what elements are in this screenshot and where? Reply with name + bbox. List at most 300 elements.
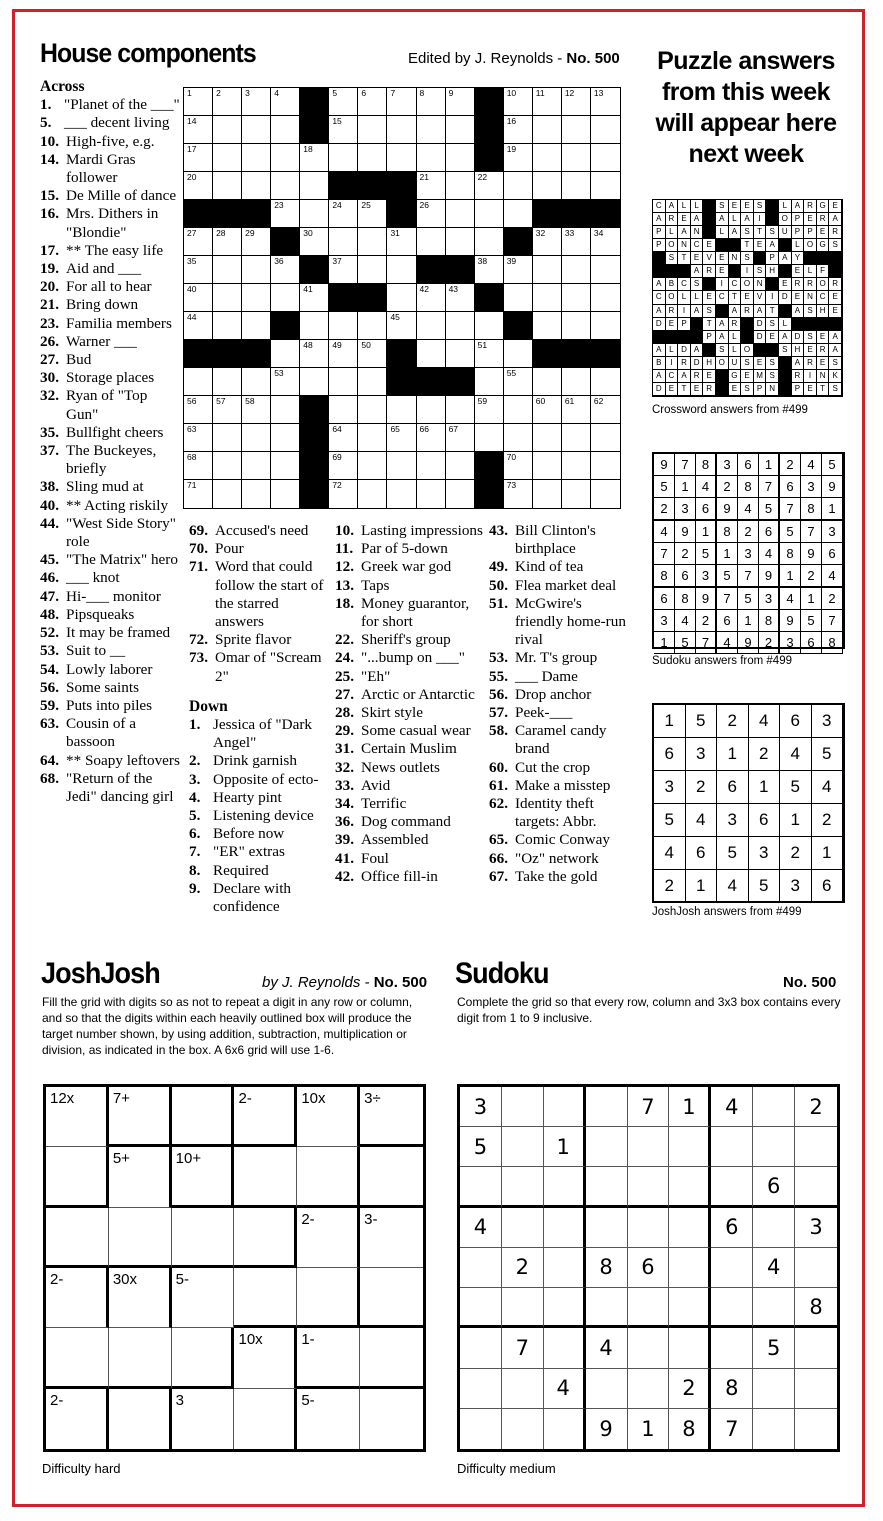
crossword-cell[interactable] bbox=[358, 256, 387, 284]
crossword-cell[interactable] bbox=[358, 480, 387, 508]
crossword-cell[interactable] bbox=[533, 368, 562, 396]
joshjosh-cell[interactable] bbox=[46, 1268, 109, 1328]
crossword-cell[interactable] bbox=[271, 368, 300, 396]
sudoku-cell[interactable]: 8 bbox=[586, 1248, 628, 1288]
crossword-cell[interactable] bbox=[271, 452, 300, 480]
sudoku-cell[interactable] bbox=[544, 1328, 586, 1368]
crossword-cell[interactable] bbox=[300, 144, 329, 172]
sudoku-cell[interactable] bbox=[795, 1369, 837, 1409]
joshjosh-cell[interactable] bbox=[234, 1147, 297, 1207]
joshjosh-cell[interactable] bbox=[297, 1208, 360, 1268]
crossword-cell[interactable] bbox=[475, 340, 504, 368]
crossword-cell[interactable] bbox=[562, 452, 591, 480]
crossword-cell[interactable] bbox=[329, 256, 358, 284]
joshjosh-cell[interactable] bbox=[172, 1389, 235, 1449]
crossword-cell[interactable] bbox=[504, 368, 533, 396]
crossword-cell[interactable] bbox=[358, 396, 387, 424]
sudoku-cell[interactable] bbox=[502, 1127, 544, 1167]
crossword-cell[interactable] bbox=[300, 228, 329, 256]
crossword-cell[interactable] bbox=[242, 452, 271, 480]
sudoku-cell[interactable] bbox=[544, 1208, 586, 1248]
crossword-cell[interactable] bbox=[271, 284, 300, 312]
crossword-cell[interactable] bbox=[242, 228, 271, 256]
sudoku-cell[interactable]: 1 bbox=[669, 1087, 711, 1127]
crossword-cell[interactable] bbox=[300, 340, 329, 368]
crossword-cell[interactable] bbox=[533, 172, 562, 200]
crossword-cell[interactable] bbox=[475, 368, 504, 396]
sudoku-cell[interactable]: 4 bbox=[460, 1208, 502, 1248]
crossword-cell[interactable] bbox=[504, 144, 533, 172]
crossword-cell[interactable] bbox=[387, 396, 416, 424]
crossword-cell[interactable] bbox=[475, 396, 504, 424]
joshjosh-cell[interactable] bbox=[172, 1087, 235, 1147]
crossword-cell[interactable] bbox=[446, 452, 475, 480]
crossword-cell[interactable] bbox=[271, 200, 300, 228]
crossword-cell[interactable] bbox=[271, 116, 300, 144]
joshjosh-cell[interactable] bbox=[234, 1087, 297, 1147]
crossword-cell[interactable] bbox=[387, 88, 416, 116]
crossword-cell[interactable] bbox=[504, 452, 533, 480]
crossword-cell[interactable] bbox=[591, 368, 620, 396]
crossword-cell[interactable] bbox=[417, 480, 446, 508]
crossword-cell[interactable] bbox=[184, 88, 213, 116]
crossword-cell[interactable] bbox=[387, 116, 416, 144]
crossword-cell[interactable] bbox=[184, 284, 213, 312]
crossword-cell[interactable] bbox=[562, 396, 591, 424]
crossword-cell[interactable] bbox=[591, 144, 620, 172]
sudoku-cell[interactable]: 4 bbox=[544, 1369, 586, 1409]
crossword-cell[interactable] bbox=[358, 228, 387, 256]
sudoku-cell[interactable]: 6 bbox=[711, 1208, 753, 1248]
crossword-cell[interactable] bbox=[475, 172, 504, 200]
sudoku-cell[interactable] bbox=[460, 1248, 502, 1288]
sudoku-cell[interactable] bbox=[460, 1328, 502, 1368]
crossword-cell[interactable] bbox=[533, 312, 562, 340]
crossword-cell[interactable] bbox=[533, 116, 562, 144]
sudoku-cell[interactable]: 6 bbox=[628, 1248, 670, 1288]
crossword-cell[interactable] bbox=[504, 340, 533, 368]
sudoku-cell[interactable] bbox=[544, 1167, 586, 1207]
crossword-cell[interactable] bbox=[533, 228, 562, 256]
crossword-cell[interactable] bbox=[300, 284, 329, 312]
crossword-cell[interactable] bbox=[213, 424, 242, 452]
crossword-cell[interactable] bbox=[242, 256, 271, 284]
sudoku-cell[interactable] bbox=[628, 1167, 670, 1207]
sudoku-cell[interactable]: 6 bbox=[753, 1167, 795, 1207]
joshjosh-cell[interactable] bbox=[46, 1087, 109, 1147]
crossword-cell[interactable] bbox=[242, 424, 271, 452]
joshjosh-cell[interactable] bbox=[297, 1268, 360, 1328]
sudoku-cell[interactable] bbox=[628, 1208, 670, 1248]
joshjosh-cell[interactable] bbox=[234, 1328, 297, 1388]
sudoku-cell[interactable]: 2 bbox=[502, 1248, 544, 1288]
crossword-cell[interactable] bbox=[504, 424, 533, 452]
joshjosh-cell[interactable] bbox=[360, 1087, 423, 1147]
sudoku-cell[interactable] bbox=[586, 1208, 628, 1248]
crossword-cell[interactable] bbox=[475, 200, 504, 228]
crossword-cell[interactable] bbox=[184, 172, 213, 200]
crossword-cell[interactable] bbox=[213, 256, 242, 284]
crossword-cell[interactable] bbox=[300, 312, 329, 340]
crossword-cell[interactable] bbox=[329, 452, 358, 480]
crossword-cell[interactable] bbox=[591, 312, 620, 340]
joshjosh-cell[interactable] bbox=[360, 1389, 423, 1449]
sudoku-cell[interactable] bbox=[586, 1087, 628, 1127]
crossword-cell[interactable] bbox=[271, 480, 300, 508]
sudoku-cell[interactable] bbox=[711, 1167, 753, 1207]
crossword-cell[interactable] bbox=[533, 396, 562, 424]
sudoku-cell[interactable]: 1 bbox=[544, 1127, 586, 1167]
crossword-cell[interactable] bbox=[329, 144, 358, 172]
crossword-cell[interactable] bbox=[591, 228, 620, 256]
sudoku-cell[interactable] bbox=[502, 1288, 544, 1328]
crossword-cell[interactable] bbox=[504, 396, 533, 424]
sudoku-cell[interactable] bbox=[669, 1328, 711, 1368]
sudoku-cell[interactable]: 2 bbox=[795, 1087, 837, 1127]
crossword-cell[interactable] bbox=[358, 312, 387, 340]
joshjosh-cell[interactable] bbox=[297, 1328, 360, 1388]
crossword-cell[interactable] bbox=[213, 312, 242, 340]
crossword-cell[interactable] bbox=[446, 312, 475, 340]
sudoku-cell[interactable] bbox=[628, 1127, 670, 1167]
joshjosh-cell[interactable] bbox=[46, 1208, 109, 1268]
crossword-cell[interactable] bbox=[417, 396, 446, 424]
crossword-cell[interactable] bbox=[591, 284, 620, 312]
crossword-cell[interactable] bbox=[533, 284, 562, 312]
sudoku-cell[interactable] bbox=[586, 1369, 628, 1409]
crossword-cell[interactable] bbox=[387, 144, 416, 172]
crossword-cell[interactable] bbox=[417, 172, 446, 200]
crossword-cell[interactable] bbox=[184, 116, 213, 144]
crossword-cell[interactable] bbox=[417, 424, 446, 452]
crossword-cell[interactable] bbox=[184, 312, 213, 340]
crossword-cell[interactable] bbox=[533, 144, 562, 172]
crossword-cell[interactable] bbox=[184, 144, 213, 172]
crossword-cell[interactable] bbox=[213, 368, 242, 396]
sudoku-cell[interactable]: 9 bbox=[586, 1409, 628, 1449]
sudoku-cell[interactable] bbox=[502, 1208, 544, 1248]
crossword-cell[interactable] bbox=[271, 172, 300, 200]
crossword-cell[interactable] bbox=[387, 424, 416, 452]
sudoku-cell[interactable] bbox=[544, 1248, 586, 1288]
crossword-cell[interactable] bbox=[504, 284, 533, 312]
sudoku-cell[interactable] bbox=[460, 1369, 502, 1409]
sudoku-cell[interactable]: 3 bbox=[460, 1087, 502, 1127]
joshjosh-cell[interactable] bbox=[46, 1389, 109, 1449]
crossword-cell[interactable] bbox=[184, 256, 213, 284]
sudoku-cell[interactable]: 5 bbox=[460, 1127, 502, 1167]
crossword-cell[interactable] bbox=[213, 172, 242, 200]
sudoku-cell[interactable]: 4 bbox=[711, 1087, 753, 1127]
crossword-cell[interactable] bbox=[533, 480, 562, 508]
joshjosh-cell[interactable] bbox=[234, 1389, 297, 1449]
crossword-cell[interactable] bbox=[329, 340, 358, 368]
crossword-cell[interactable] bbox=[591, 88, 620, 116]
crossword-cell[interactable] bbox=[504, 256, 533, 284]
crossword-cell[interactable] bbox=[417, 200, 446, 228]
sudoku-cell[interactable] bbox=[502, 1409, 544, 1449]
crossword-cell[interactable] bbox=[446, 88, 475, 116]
joshjosh-cell[interactable] bbox=[297, 1087, 360, 1147]
crossword-cell[interactable] bbox=[475, 228, 504, 256]
sudoku-cell[interactable]: 7 bbox=[628, 1087, 670, 1127]
sudoku-cell[interactable] bbox=[795, 1409, 837, 1449]
crossword-cell[interactable] bbox=[242, 368, 271, 396]
crossword-cell[interactable] bbox=[446, 340, 475, 368]
crossword-cell[interactable] bbox=[358, 200, 387, 228]
sudoku-cell[interactable] bbox=[628, 1328, 670, 1368]
joshjosh-cell[interactable] bbox=[172, 1268, 235, 1328]
crossword-cell[interactable] bbox=[562, 424, 591, 452]
crossword-cell[interactable] bbox=[184, 424, 213, 452]
crossword-cell[interactable] bbox=[242, 284, 271, 312]
crossword-cell[interactable] bbox=[417, 284, 446, 312]
joshjosh-cell[interactable] bbox=[109, 1268, 172, 1328]
crossword-cell[interactable] bbox=[591, 480, 620, 508]
crossword-cell[interactable] bbox=[213, 116, 242, 144]
crossword-cell[interactable] bbox=[271, 256, 300, 284]
crossword-cell[interactable] bbox=[329, 200, 358, 228]
sudoku-cell[interactable] bbox=[753, 1288, 795, 1328]
crossword-cell[interactable] bbox=[562, 228, 591, 256]
sudoku-cell[interactable] bbox=[753, 1208, 795, 1248]
sudoku-cell[interactable]: 8 bbox=[669, 1409, 711, 1449]
sudoku-cell[interactable] bbox=[711, 1328, 753, 1368]
joshjosh-cell[interactable] bbox=[234, 1208, 297, 1268]
crossword-cell[interactable] bbox=[417, 340, 446, 368]
joshjosh-cell[interactable] bbox=[172, 1208, 235, 1268]
crossword-cell[interactable] bbox=[446, 228, 475, 256]
crossword-cell[interactable] bbox=[504, 200, 533, 228]
sudoku-cell[interactable] bbox=[544, 1087, 586, 1127]
joshjosh-cell[interactable] bbox=[172, 1328, 235, 1388]
crossword-cell[interactable] bbox=[329, 368, 358, 396]
crossword-cell[interactable] bbox=[446, 424, 475, 452]
sudoku-cell[interactable] bbox=[586, 1167, 628, 1207]
joshjosh-cell[interactable] bbox=[109, 1328, 172, 1388]
sudoku-cell[interactable] bbox=[502, 1167, 544, 1207]
crossword-cell[interactable] bbox=[591, 256, 620, 284]
crossword-cell[interactable] bbox=[300, 368, 329, 396]
crossword-cell[interactable] bbox=[417, 228, 446, 256]
crossword-cell[interactable] bbox=[242, 480, 271, 508]
crossword-cell[interactable] bbox=[562, 144, 591, 172]
joshjosh-cell[interactable] bbox=[360, 1268, 423, 1328]
joshjosh-cell[interactable] bbox=[109, 1147, 172, 1207]
crossword-cell[interactable] bbox=[329, 228, 358, 256]
crossword-cell[interactable] bbox=[242, 312, 271, 340]
sudoku-cell[interactable] bbox=[628, 1369, 670, 1409]
crossword-cell[interactable] bbox=[446, 200, 475, 228]
sudoku-cell[interactable]: 7 bbox=[711, 1409, 753, 1449]
sudoku-cell[interactable] bbox=[669, 1288, 711, 1328]
sudoku-cell[interactable]: 7 bbox=[502, 1328, 544, 1368]
sudoku-cell[interactable] bbox=[711, 1127, 753, 1167]
joshjosh-cell[interactable] bbox=[46, 1147, 109, 1207]
sudoku-cell[interactable] bbox=[753, 1369, 795, 1409]
crossword-cell[interactable] bbox=[446, 480, 475, 508]
joshjosh-cell[interactable] bbox=[360, 1147, 423, 1207]
crossword-cell[interactable] bbox=[417, 116, 446, 144]
sudoku-cell[interactable] bbox=[669, 1167, 711, 1207]
sudoku-cell[interactable] bbox=[669, 1248, 711, 1288]
crossword-cell[interactable] bbox=[184, 228, 213, 256]
crossword-cell[interactable] bbox=[591, 424, 620, 452]
crossword-cell[interactable] bbox=[358, 452, 387, 480]
joshjosh-cell[interactable] bbox=[109, 1389, 172, 1449]
sudoku-cell[interactable] bbox=[502, 1369, 544, 1409]
sudoku-cell[interactable]: 4 bbox=[753, 1248, 795, 1288]
crossword-cell[interactable] bbox=[329, 88, 358, 116]
crossword-cell[interactable] bbox=[387, 480, 416, 508]
joshjosh-cell[interactable] bbox=[360, 1208, 423, 1268]
crossword-cell[interactable] bbox=[446, 144, 475, 172]
crossword-cell[interactable] bbox=[329, 480, 358, 508]
joshjosh-cell[interactable] bbox=[297, 1389, 360, 1449]
crossword-cell[interactable] bbox=[213, 452, 242, 480]
crossword-cell[interactable] bbox=[358, 144, 387, 172]
crossword-cell[interactable] bbox=[562, 312, 591, 340]
sudoku-cell[interactable] bbox=[795, 1328, 837, 1368]
crossword-cell[interactable] bbox=[329, 116, 358, 144]
joshjosh-cell[interactable] bbox=[172, 1147, 235, 1207]
crossword-cell[interactable] bbox=[184, 480, 213, 508]
crossword-cell[interactable] bbox=[329, 396, 358, 424]
crossword-cell[interactable] bbox=[504, 116, 533, 144]
crossword-cell[interactable] bbox=[446, 284, 475, 312]
crossword-cell[interactable] bbox=[591, 172, 620, 200]
sudoku-cell[interactable] bbox=[544, 1288, 586, 1328]
joshjosh-cell[interactable] bbox=[297, 1147, 360, 1207]
sudoku-cell[interactable]: 2 bbox=[669, 1369, 711, 1409]
crossword-cell[interactable] bbox=[329, 312, 358, 340]
sudoku-cell[interactable]: 4 bbox=[586, 1328, 628, 1368]
joshjosh-cell[interactable] bbox=[360, 1328, 423, 1388]
sudoku-cell[interactable] bbox=[753, 1087, 795, 1127]
crossword-cell[interactable] bbox=[387, 452, 416, 480]
sudoku-cell[interactable] bbox=[544, 1409, 586, 1449]
crossword-cell[interactable] bbox=[562, 172, 591, 200]
sudoku-cell[interactable] bbox=[795, 1248, 837, 1288]
sudoku-cell[interactable] bbox=[669, 1208, 711, 1248]
crossword-cell[interactable] bbox=[417, 144, 446, 172]
crossword-cell[interactable] bbox=[562, 88, 591, 116]
joshjosh-cell[interactable] bbox=[46, 1328, 109, 1388]
crossword-cell[interactable] bbox=[271, 88, 300, 116]
crossword-cell[interactable] bbox=[417, 312, 446, 340]
crossword-cell[interactable] bbox=[591, 452, 620, 480]
crossword-cell[interactable] bbox=[329, 424, 358, 452]
crossword-cell[interactable] bbox=[387, 228, 416, 256]
sudoku-cell[interactable]: 5 bbox=[753, 1328, 795, 1368]
crossword-cell[interactable] bbox=[533, 424, 562, 452]
crossword-cell[interactable] bbox=[475, 256, 504, 284]
sudoku-cell[interactable] bbox=[753, 1409, 795, 1449]
crossword-cell[interactable] bbox=[533, 88, 562, 116]
crossword-cell[interactable] bbox=[387, 284, 416, 312]
crossword-cell[interactable] bbox=[300, 200, 329, 228]
crossword-cell[interactable] bbox=[475, 312, 504, 340]
sudoku-cell[interactable] bbox=[628, 1288, 670, 1328]
crossword-cell[interactable] bbox=[184, 452, 213, 480]
sudoku-cell[interactable] bbox=[586, 1288, 628, 1328]
crossword-cell[interactable] bbox=[562, 256, 591, 284]
crossword-cell[interactable] bbox=[358, 424, 387, 452]
crossword-cell[interactable] bbox=[184, 396, 213, 424]
sudoku-cell[interactable] bbox=[795, 1167, 837, 1207]
crossword-cell[interactable] bbox=[387, 312, 416, 340]
crossword-cell[interactable] bbox=[184, 368, 213, 396]
crossword-cell[interactable] bbox=[213, 228, 242, 256]
sudoku-cell[interactable]: 3 bbox=[795, 1208, 837, 1248]
joshjosh-cell[interactable] bbox=[234, 1268, 297, 1328]
crossword-cell[interactable] bbox=[242, 88, 271, 116]
crossword-cell[interactable] bbox=[504, 88, 533, 116]
crossword-cell[interactable] bbox=[562, 284, 591, 312]
crossword-cell[interactable] bbox=[242, 172, 271, 200]
crossword-cell[interactable] bbox=[504, 172, 533, 200]
crossword-cell[interactable] bbox=[446, 116, 475, 144]
crossword-cell[interactable] bbox=[213, 88, 242, 116]
crossword-cell[interactable] bbox=[446, 396, 475, 424]
joshjosh-cell[interactable] bbox=[109, 1087, 172, 1147]
sudoku-cell[interactable]: 8 bbox=[795, 1288, 837, 1328]
crossword-cell[interactable] bbox=[358, 116, 387, 144]
crossword-cell[interactable] bbox=[213, 144, 242, 172]
sudoku-cell[interactable] bbox=[669, 1127, 711, 1167]
sudoku-cell[interactable] bbox=[460, 1167, 502, 1207]
crossword-cell[interactable] bbox=[358, 368, 387, 396]
sudoku-cell[interactable] bbox=[711, 1248, 753, 1288]
sudoku-cell[interactable] bbox=[753, 1127, 795, 1167]
sudoku-cell[interactable] bbox=[460, 1409, 502, 1449]
crossword-cell[interactable] bbox=[358, 340, 387, 368]
joshjosh-cell[interactable] bbox=[109, 1208, 172, 1268]
crossword-cell[interactable] bbox=[504, 480, 533, 508]
crossword-cell[interactable] bbox=[533, 256, 562, 284]
crossword-cell[interactable] bbox=[242, 144, 271, 172]
crossword-cell[interactable] bbox=[417, 88, 446, 116]
crossword-cell[interactable] bbox=[271, 424, 300, 452]
crossword-cell[interactable] bbox=[300, 172, 329, 200]
sudoku-cell[interactable]: 1 bbox=[628, 1409, 670, 1449]
crossword-cell[interactable] bbox=[387, 256, 416, 284]
crossword-cell[interactable] bbox=[213, 480, 242, 508]
crossword-cell[interactable] bbox=[562, 116, 591, 144]
crossword-cell[interactable] bbox=[242, 116, 271, 144]
sudoku-cell[interactable] bbox=[795, 1127, 837, 1167]
sudoku-cell[interactable] bbox=[502, 1087, 544, 1127]
sudoku-cell[interactable]: 8 bbox=[711, 1369, 753, 1409]
crossword-cell[interactable] bbox=[271, 340, 300, 368]
crossword-cell[interactable] bbox=[213, 396, 242, 424]
crossword-cell[interactable] bbox=[562, 368, 591, 396]
crossword-cell[interactable] bbox=[213, 284, 242, 312]
crossword-cell[interactable] bbox=[417, 452, 446, 480]
crossword-cell[interactable] bbox=[591, 396, 620, 424]
crossword-cell[interactable] bbox=[242, 396, 271, 424]
crossword-cell[interactable] bbox=[562, 480, 591, 508]
crossword-cell[interactable] bbox=[358, 88, 387, 116]
crossword-cell[interactable] bbox=[475, 424, 504, 452]
sudoku-cell[interactable] bbox=[460, 1288, 502, 1328]
sudoku-cell[interactable] bbox=[586, 1127, 628, 1167]
crossword-cell[interactable] bbox=[271, 396, 300, 424]
crossword-cell[interactable] bbox=[446, 172, 475, 200]
crossword-cell[interactable] bbox=[591, 116, 620, 144]
crossword-cell[interactable] bbox=[271, 144, 300, 172]
crossword-cell[interactable] bbox=[533, 452, 562, 480]
